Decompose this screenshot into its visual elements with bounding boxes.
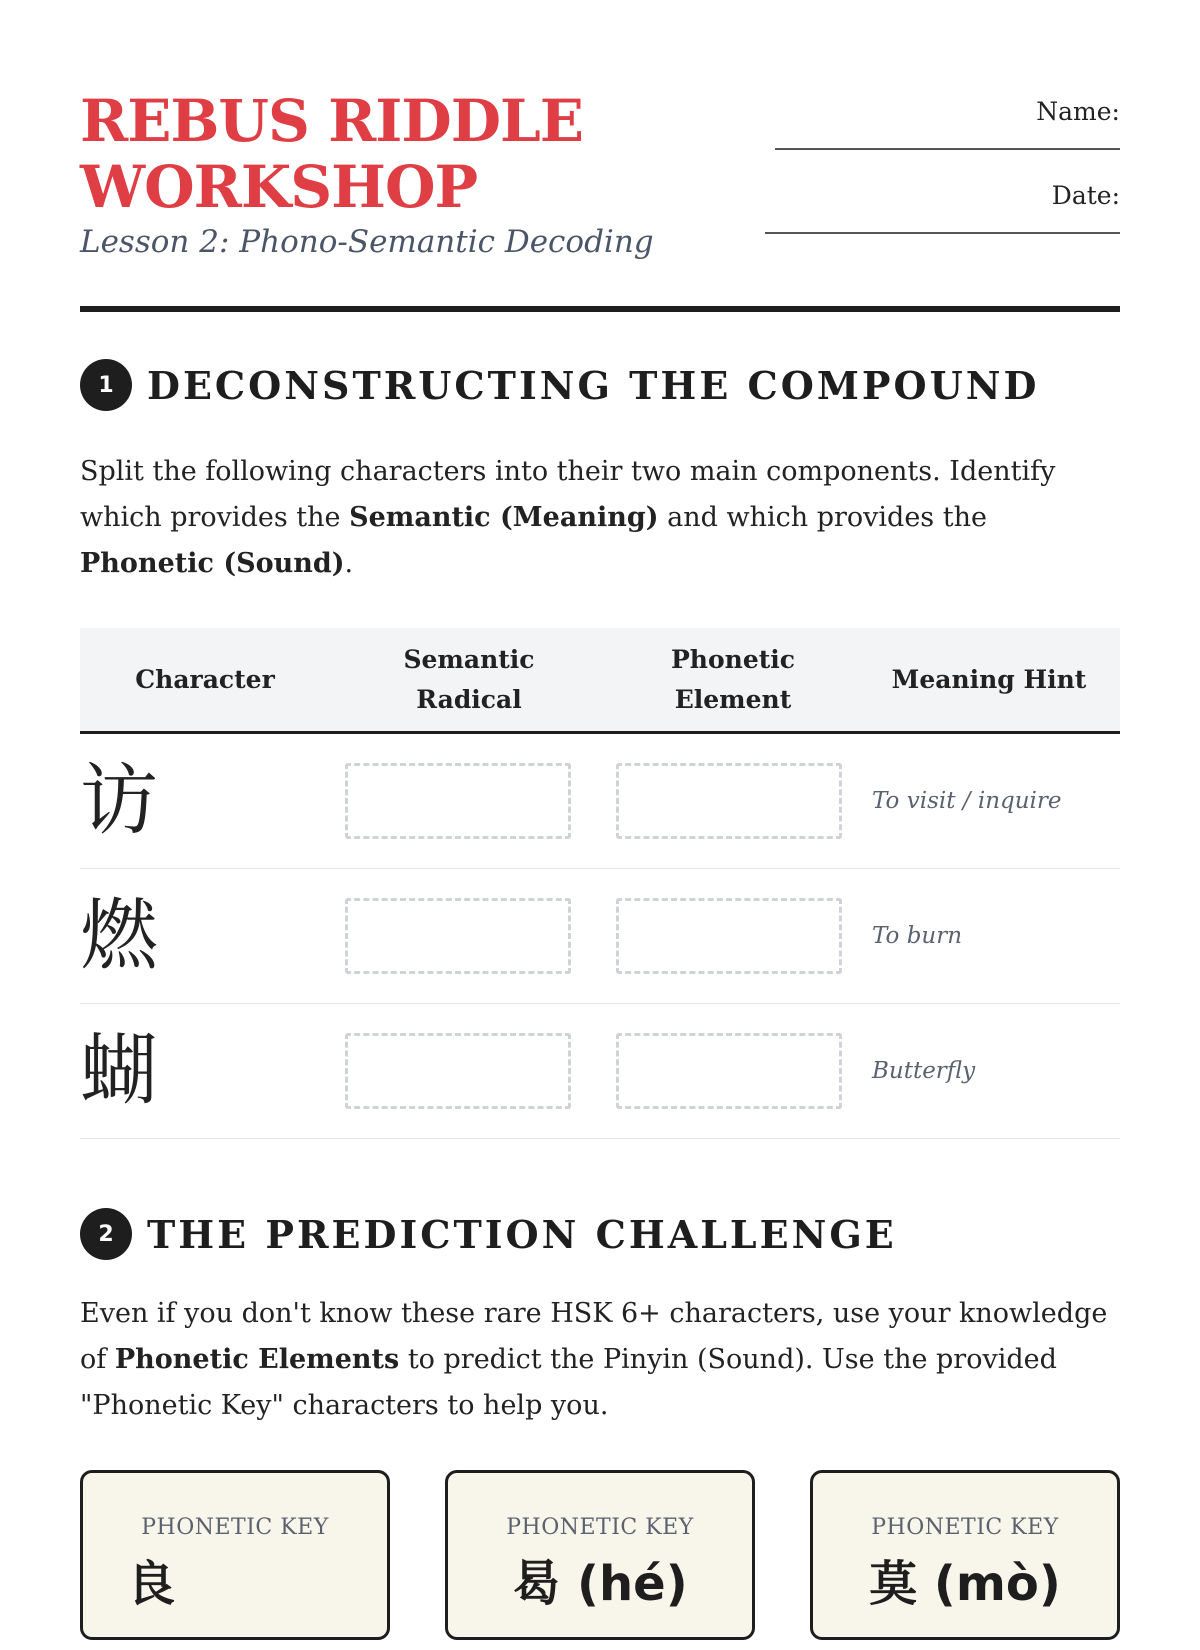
meaning-hint: To visit / inquire <box>872 788 1062 814</box>
name-field[interactable] <box>775 146 1120 150</box>
student-info <box>760 94 1120 262</box>
phonetic-element-input[interactable] <box>616 1033 842 1109</box>
character-cell: 蝴 <box>80 1026 159 1116</box>
phonetic-key-character: 良 <box>127 1556 176 1612</box>
phonetic-element-input[interactable] <box>616 763 842 839</box>
card-label: PHONETIC KEY <box>871 1515 1059 1540</box>
header-divider <box>80 306 1120 312</box>
card-label: PHONETIC KEY <box>506 1515 694 1540</box>
phonetic-key-character: 曷 (hé) <box>512 1556 688 1612</box>
section-2-title: THE PREDICTION CHALLENGE <box>147 1211 897 1257</box>
date-field[interactable] <box>765 230 1120 234</box>
worksheet-title <box>80 88 720 220</box>
card-label: PHONETIC KEY <box>141 1515 329 1540</box>
lesson-subtitle: Lesson 2: Phono-Semantic Decoding <box>80 224 654 260</box>
table-header <box>80 628 1120 734</box>
title-line-2: WORKSHOP <box>80 153 478 221</box>
phonetic-key-card <box>810 1470 1120 1640</box>
worksheet-page <box>80 0 1120 1612</box>
phonetic-key-card <box>445 1470 755 1640</box>
section-2-heading <box>80 1208 897 1260</box>
table-row <box>80 734 1120 869</box>
section-2-instructions: Even if you don't know these rare HSK 6+ characters, use your knowledge of Phonetic Elements to predict the Pinyin (Sound). Use the provided "Phonetic Key" characters to help you. <box>80 1298 1108 1421</box>
phonetic-key-cards <box>80 1470 1120 1650</box>
title-line-1: REBUS RIDDLE <box>80 87 584 155</box>
date-label: Date: <box>1051 181 1120 210</box>
meaning-hint: To burn <box>872 923 963 949</box>
table-row <box>80 1004 1120 1139</box>
phonetic-element-input[interactable] <box>616 898 842 974</box>
worksheet-header <box>80 80 1120 312</box>
phonetic-key-card <box>80 1470 390 1640</box>
header-character: Character <box>135 664 275 694</box>
semantic-radical-input[interactable] <box>345 898 571 974</box>
header-phonetic-element: Phonetic Element <box>671 644 795 714</box>
section-1-badge: 1 <box>80 359 132 411</box>
section-1-instructions: Split the following characters into their two main components. Identify which provides the Semantic (Meaning) and which provides the Phonetic (Sound). <box>80 456 1056 579</box>
section-1-heading <box>80 359 1039 411</box>
section-2-badge: 2 <box>80 1208 132 1260</box>
phonetic-key-character: 莫 (mò) <box>869 1556 1061 1612</box>
name-label: Name: <box>1036 97 1120 126</box>
meaning-hint: Butterfly <box>872 1058 976 1084</box>
header-semantic-radical: Semantic Radical <box>403 644 535 714</box>
decomposition-table <box>80 628 1120 1139</box>
character-cell: 燃 <box>80 891 159 981</box>
section-1-title: DECONSTRUCTING THE COMPOUND <box>147 362 1040 408</box>
character-cell: 访 <box>80 756 159 846</box>
semantic-radical-input[interactable] <box>345 763 571 839</box>
semantic-radical-input[interactable] <box>345 1033 571 1109</box>
header-meaning-hint: Meaning Hint <box>891 664 1087 694</box>
table-row <box>80 869 1120 1004</box>
